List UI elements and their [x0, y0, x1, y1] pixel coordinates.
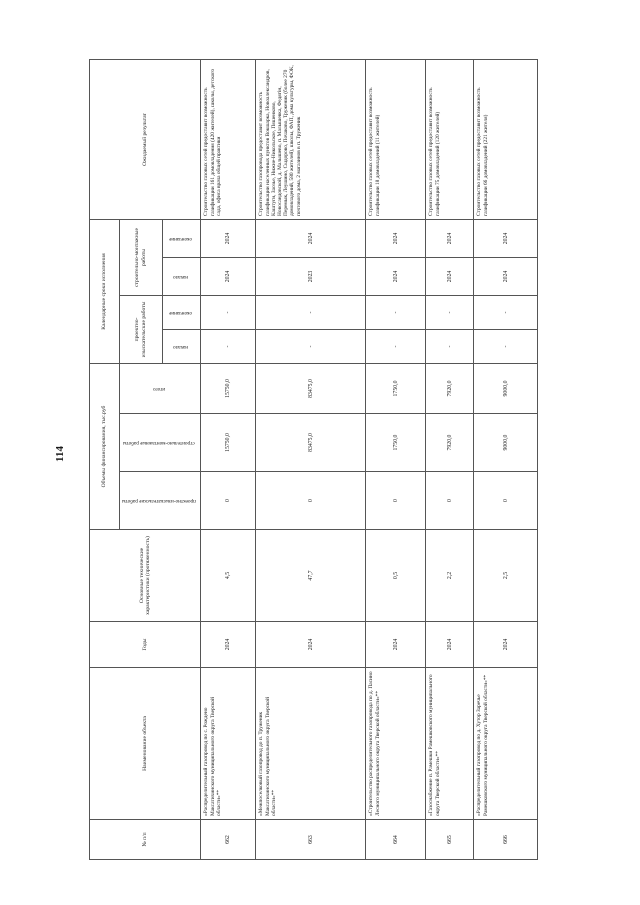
rotated-table-wrapper — [89, 60, 536, 860]
row-num: 666 — [474, 820, 538, 860]
row-num: 665 — [426, 820, 474, 860]
row-tech: 4,5 — [201, 530, 256, 622]
row-years: 2024 — [474, 622, 538, 668]
row-years: 2024 — [256, 622, 366, 668]
row-name: «Распределительный газопровод по с. Рождено Максатихинского муниципального округа Тверской области»** — [201, 668, 256, 820]
row-design-start: - — [426, 329, 474, 363]
header-tech: Основные технические характеристики (протяженность) — [90, 530, 201, 622]
row-fund-design: 0 — [256, 472, 366, 530]
row-constr-start: 2023 — [256, 257, 366, 295]
row-fund-construction: 9000,0 — [474, 414, 538, 472]
row-tech: 2,5 — [474, 530, 538, 622]
row-design-start: - — [474, 329, 538, 363]
row-design-end: - — [256, 295, 366, 329]
header-constr-start: начало — [162, 257, 201, 295]
row-result: Строительство газовых сетей предоставит возможность газификации 75 домовладений (120 жителей) — [426, 59, 474, 219]
header-design-end: окончание — [162, 295, 201, 329]
header-schedule-design: проектно-изыскательские работы — [120, 295, 163, 363]
header-funding: Объемы финансирования, тыс.руб — [90, 363, 120, 529]
row-years: 2024 — [366, 622, 426, 668]
row-design-end: - — [201, 295, 256, 329]
row-years: 2024 — [426, 622, 474, 668]
row-fund-construction: 83475,0 — [256, 414, 366, 472]
row-design-start: - — [201, 329, 256, 363]
row-constr-start: 2024 — [201, 257, 256, 295]
row-constr-end: 2024 — [426, 219, 474, 257]
row-result: Строительство газовых сетей предоставит возможность газификации 18 домовладений (11 жителей) — [366, 59, 426, 219]
row-constr-start: 2024 — [426, 257, 474, 295]
row-constr-start: 2024 — [366, 257, 426, 295]
row-fund-design: 0 — [426, 472, 474, 530]
row-result: Строительство газовых сетей предоставит возможность газификации 161 домовладения (420 жителей), школы, детского сада, офиса врача общей практики — [201, 59, 256, 219]
header-schedule: Календарные сроки исполнения — [90, 219, 120, 363]
row-design-start: - — [256, 329, 366, 363]
row-fund-design: 0 — [366, 472, 426, 530]
row-fund-total: 15750,0 — [201, 363, 256, 413]
row-name: «Газоснабжение п. Рамешки Рамешковского муниципального округа Тверской области»** — [426, 668, 474, 820]
row-tech: 0,5 — [366, 530, 426, 622]
row-fund-total: 1750,0 — [366, 363, 426, 413]
row-constr-end: 2024 — [256, 219, 366, 257]
row-constr-end: 2024 — [201, 219, 256, 257]
header-schedule-construction: строительно-монтажные работы — [120, 219, 163, 295]
row-fund-design: 0 — [201, 472, 256, 530]
header-constr-end: окончание — [162, 219, 201, 257]
table-row — [366, 59, 426, 859]
header-years: Годы — [90, 622, 201, 668]
row-result: Строительство газопровода предоставит возможность газификации населенных пунктов Вокшарка, Новоалександров, Каштуги, Заозье, Нижне-Никольское, Пяшенково, Новосандовской, д. Малышево, п. Малышевка, Федягін, Перемык, Леушино, Сыдорово, Почаково, Труженик (более 270 домовладений, 580 жителей), школы, ФАП, дома культуры, ФОК, почтового дома, 2 магазинов в п. Труженик — [256, 59, 366, 219]
header-funding-construction: строительно-монтажные работы — [120, 414, 201, 472]
row-design-end: - — [426, 295, 474, 329]
row-design-end: - — [366, 295, 426, 329]
gasification-objects-table — [89, 59, 538, 860]
row-constr-start: 2024 — [474, 257, 538, 295]
row-num: 663 — [256, 820, 366, 860]
row-name: «Межпоселковый газопровод до п. Труженик Максатихинского муниципального округа Тверской области»** — [256, 668, 366, 820]
table-row — [474, 59, 538, 859]
table-row — [426, 59, 474, 859]
row-fund-construction: 15750,0 — [201, 414, 256, 472]
row-fund-design: 0 — [474, 472, 538, 530]
row-fund-construction: 7920,0 — [426, 414, 474, 472]
header-funding-total: итого — [120, 363, 201, 413]
header-funding-design: проектно-изыскательские работы — [120, 472, 201, 530]
header-num: № п/п — [90, 820, 201, 860]
row-design-start: - — [366, 329, 426, 363]
row-name: «Распределительный газопровод по д. Хутор Заречье Рамешковского муниципального округа Тверской области»** — [474, 668, 538, 820]
row-num: 664 — [366, 820, 426, 860]
row-years: 2024 — [201, 622, 256, 668]
header-result: Ожидаемый результат — [90, 59, 201, 219]
row-num: 662 — [201, 820, 256, 860]
table-row — [256, 59, 366, 859]
page-number: 114 — [54, 446, 66, 462]
row-fund-total: 9000,0 — [474, 363, 538, 413]
header-design-start: начало — [162, 329, 201, 363]
row-fund-construction: 1750,0 — [366, 414, 426, 472]
document-sheet — [89, 60, 536, 860]
row-tech: 47,7 — [256, 530, 366, 622]
table-row — [201, 59, 256, 859]
row-fund-total: 83475,0 — [256, 363, 366, 413]
row-fund-total: 7920,0 — [426, 363, 474, 413]
header-name: Наименование объекта — [90, 668, 201, 820]
row-constr-end: 2024 — [474, 219, 538, 257]
row-tech: 2,2 — [426, 530, 474, 622]
row-design-end: - — [474, 295, 538, 329]
row-name: «Строительство распределительного газопровода по д. Пасино Лесного муниципального округа Тверской области»** — [366, 668, 426, 820]
row-constr-end: 2024 — [366, 219, 426, 257]
row-result: Строительство газовых сетей предоставит возможность газификации 66 домовладений (221 жителя) — [474, 59, 538, 219]
